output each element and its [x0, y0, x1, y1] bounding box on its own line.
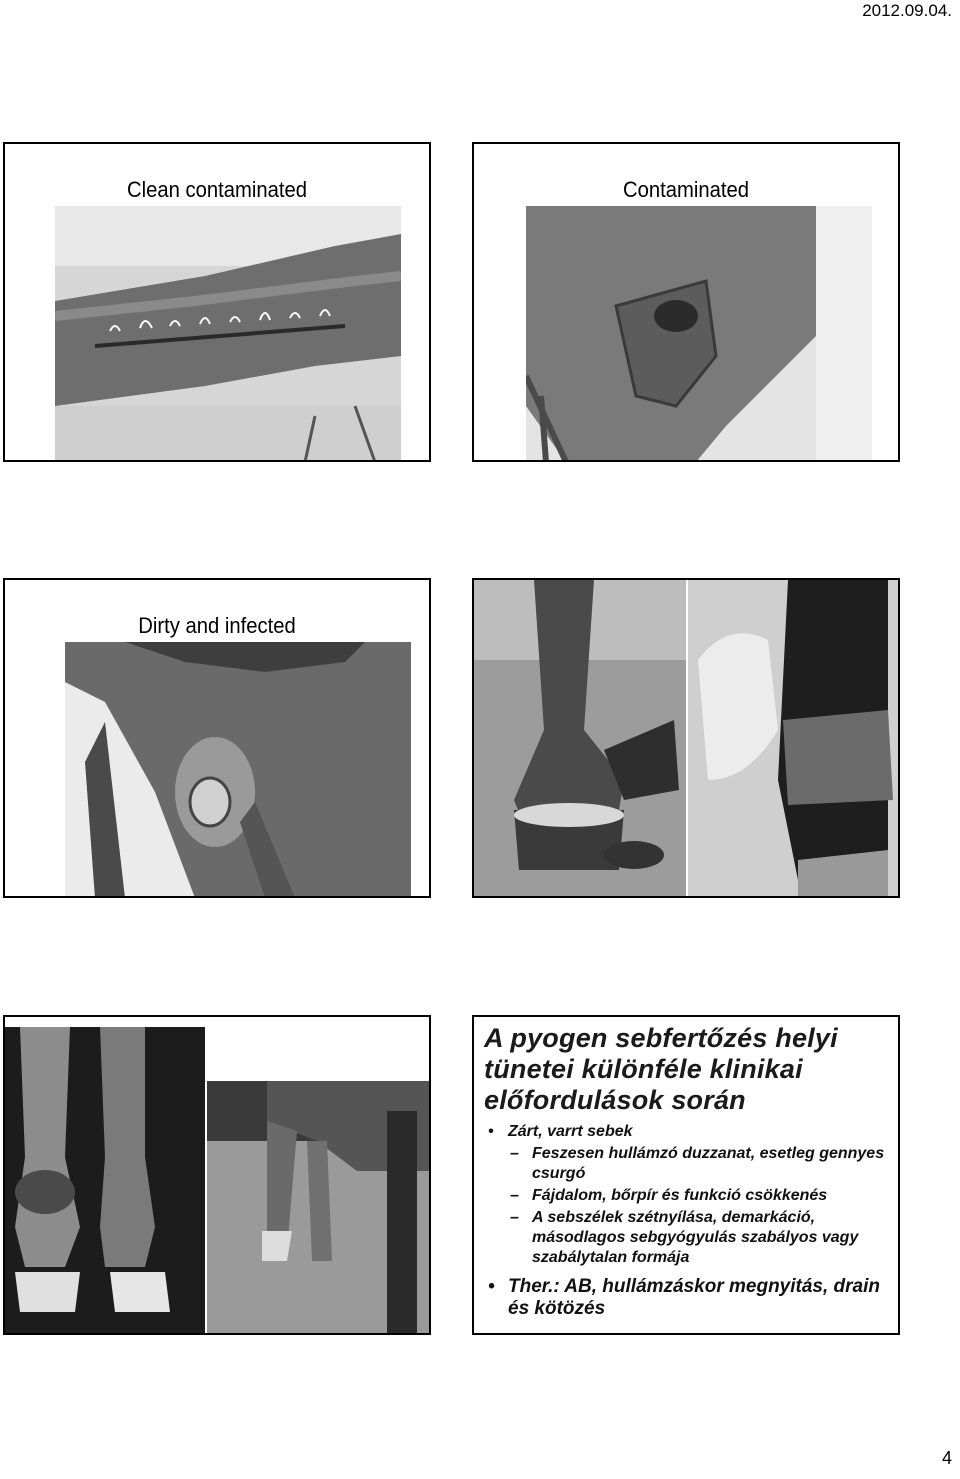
bullet-dot-icon: •	[488, 1276, 495, 1297]
sutured-limb-photo	[55, 206, 401, 462]
slide-clean-contaminated	[3, 142, 431, 462]
slide-contaminated	[472, 142, 900, 462]
slide-hoof-photos	[472, 578, 900, 898]
bullet-item	[488, 1276, 890, 1320]
horse-standing-photo	[207, 1081, 431, 1335]
hoof-wound-photo	[474, 580, 686, 898]
abscess-photo	[65, 642, 411, 898]
bullet-text: Ther.: AB, hullámzáskor megnyitás, drain és kötözés	[508, 1276, 881, 1319]
legs-frontal-photo	[5, 1027, 205, 1335]
dash-icon: –	[510, 1145, 519, 1162]
slide-title: Clean contaminated	[126, 177, 308, 202]
slide-title: Contaminated	[622, 177, 750, 202]
bullet-text: Zárt, varrt sebek	[508, 1123, 633, 1140]
bullet-dot-icon: •	[488, 1123, 494, 1140]
slide-title: Dirty and infected	[138, 613, 296, 638]
bullet-item	[488, 1123, 890, 1141]
sub-bullet-item	[510, 1144, 890, 1184]
sub-bullet-item	[510, 1186, 890, 1206]
slide-dirty-infected	[3, 578, 431, 898]
bandaged-leg-photo	[688, 580, 900, 898]
slide-title: A pyogen sebfertőzés helyi tünetei különféle klinikai előfordulások során	[484, 1023, 838, 1115]
wound-leg-photo	[526, 206, 872, 462]
sub-bullet-text: A sebszélek szétnyílása, demarkáció, másodlagos sebgyógyulás szabályos vagy szabálytalan formája	[532, 1209, 859, 1266]
dash-icon: –	[510, 1187, 519, 1204]
page-number: 4	[941, 1448, 952, 1468]
sub-bullet-text: Fájdalom, bőrpír és funkció csökkenés	[532, 1187, 828, 1204]
sub-bullet-text: Feszesen hullámzó duzzanat, esetleg gennyes csurgó	[532, 1145, 885, 1182]
bullet-list	[488, 1123, 890, 1320]
print-date: 2012.09.04.	[862, 1, 952, 20]
slide-leg-photos	[3, 1015, 431, 1335]
slide-pyogenic-infection	[472, 1015, 900, 1335]
dash-icon: –	[510, 1209, 519, 1226]
sub-bullet-item	[510, 1208, 890, 1268]
